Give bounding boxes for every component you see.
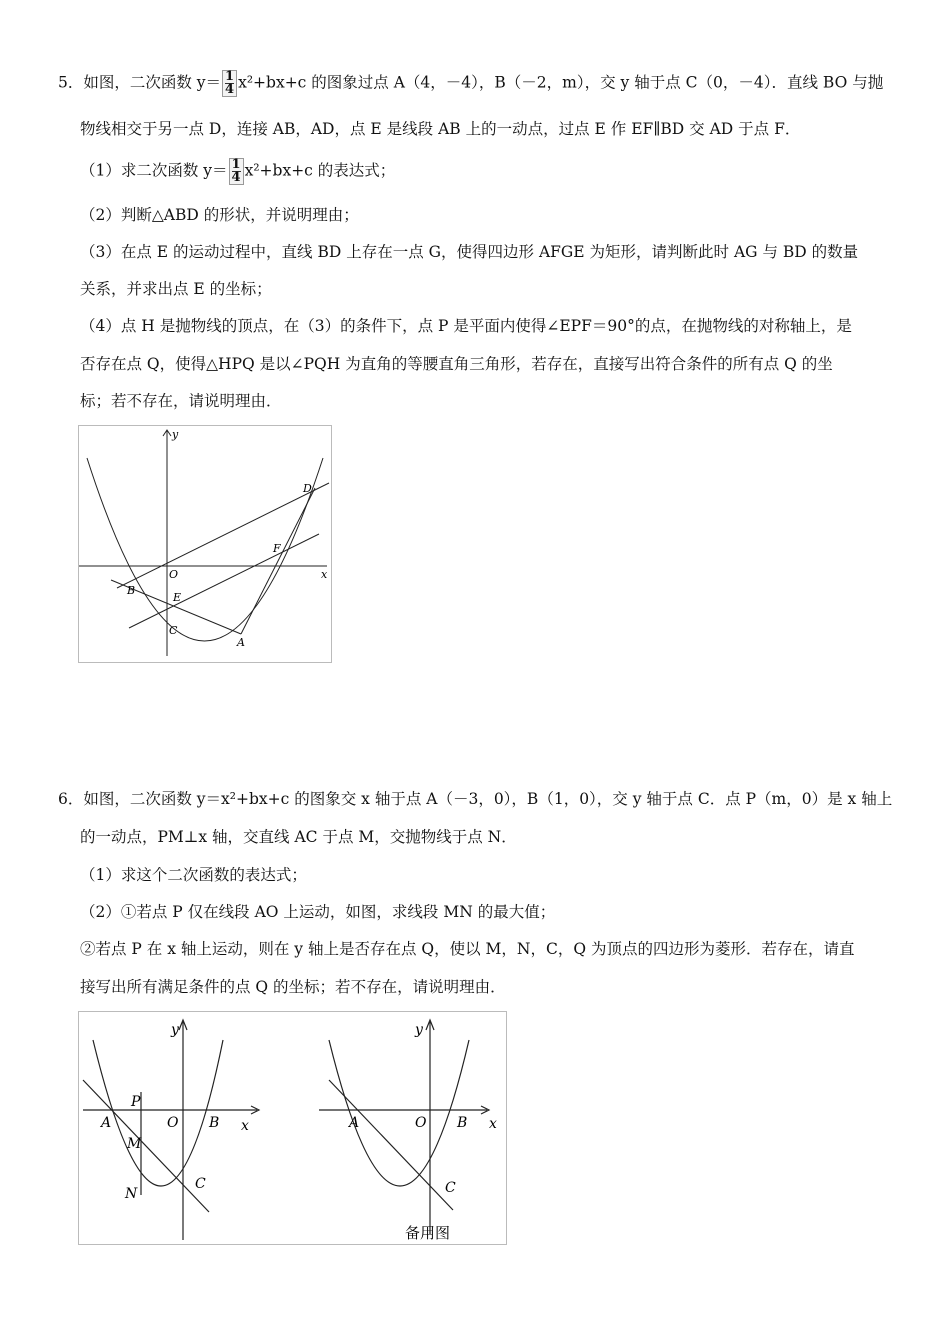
q5-figure bbox=[78, 425, 332, 663]
fig2-label-x: x bbox=[489, 1116, 497, 1132]
fig1-line-ac bbox=[83, 1080, 209, 1212]
fig2-line-ac bbox=[329, 1080, 453, 1210]
q6-line1: 6．如图，二次函数 y＝x²+bx+c 的图象交 x 轴于点 A（－3，0），B（1，0），交 y 轴于点 C．点 P（m，0）是 x 轴上 bbox=[58, 790, 893, 808]
q6-part2-c: 接写出所有满足条件的点 Q 的坐标；若不存在，请说明理由． bbox=[80, 978, 506, 996]
q5-part3-b: 关系，并求出点 E 的坐标； bbox=[80, 280, 272, 298]
label-o: O bbox=[169, 568, 179, 581]
label-y: y bbox=[172, 428, 179, 441]
fig2-label-b: B bbox=[457, 1115, 468, 1131]
q5-line1-post: x²+bx+c 的图象过点 A（4，－4），B（－2，m），交 y 轴于点 C（0，－4）．直线 BO 与抛 bbox=[238, 73, 884, 92]
fig2-label-a: A bbox=[349, 1115, 360, 1131]
label-e: E bbox=[173, 591, 182, 604]
fraction-quarter-2 bbox=[229, 158, 244, 185]
fraction-denominator: 4 bbox=[231, 170, 241, 185]
q5-part3-a: （3）在点 E 的运动过程中，直线 BD 上存在一点 G，使得四边形 AFGE 为矩形，请判断此时 AG 与 BD 的数量 bbox=[80, 243, 859, 261]
q5-part1-pre: （1）求二次函数 y＝ bbox=[80, 161, 228, 180]
fig1-parabola bbox=[93, 1040, 223, 1186]
q6-part2-a: （2）①若点 P 仅在线段 AO 上运动，如图，求线段 MN 的最大值； bbox=[80, 903, 556, 921]
fig1-label-b: B bbox=[209, 1115, 220, 1131]
fig1-label-o: O bbox=[167, 1115, 179, 1131]
q5-part1-post: x²+bx+c 的表达式； bbox=[244, 161, 396, 180]
q5-part4-c: 标；若不存在，请说明理由． bbox=[80, 392, 282, 410]
fig1-label-c: C bbox=[195, 1176, 206, 1192]
q5-part4-b: 否存在点 Q，使得△HPQ 是以∠PQH 为直角的等腰直角三角形，若存在，直接写出符合条件的所有点 Q 的坐 bbox=[80, 355, 833, 373]
fig2-caption: 备用图 bbox=[405, 1224, 451, 1242]
q6-part1: （1）求这个二次函数的表达式； bbox=[80, 866, 307, 884]
q5-part2: （2）判断△ABD 的形状，并说明理由； bbox=[80, 206, 359, 224]
label-b: B bbox=[127, 584, 136, 597]
fig1-label-n: N bbox=[125, 1186, 138, 1202]
fig2-label-o: O bbox=[415, 1115, 427, 1131]
fig1-label-y: y bbox=[171, 1022, 179, 1038]
fraction-denominator: 4 bbox=[225, 82, 235, 97]
line-ef bbox=[129, 534, 319, 628]
fraction-numerator: 1 bbox=[231, 157, 241, 172]
q6-figures-svg bbox=[79, 1012, 506, 1244]
q5-part4-a: （4）点 H 是抛物线的顶点，在（3）的条件下，点 P 是平面内使得∠EPF＝90°的点，在抛物线的对称轴上，是 bbox=[80, 317, 852, 335]
fig1-label-m: M bbox=[127, 1136, 142, 1152]
label-x: x bbox=[321, 568, 328, 581]
fraction-numerator: 1 bbox=[225, 69, 235, 84]
q5-line1-pre: 5．如图，二次函数 y＝ bbox=[58, 73, 222, 92]
label-d: D bbox=[303, 482, 312, 495]
fig1-label-p: P bbox=[131, 1094, 141, 1110]
label-c: C bbox=[169, 624, 178, 637]
fig2-label-y: y bbox=[415, 1022, 423, 1038]
fig1-label-a: A bbox=[101, 1115, 112, 1131]
fraction-quarter bbox=[222, 70, 237, 97]
label-f: F bbox=[273, 542, 281, 555]
label-a: A bbox=[237, 636, 245, 649]
q5-part1 bbox=[80, 158, 395, 185]
fig1-label-x: x bbox=[241, 1118, 249, 1134]
q6-line2: 的一动点，PM⊥x 轴，交直线 AC 于点 M，交抛物线于点 N． bbox=[80, 828, 517, 846]
q5-figure-svg bbox=[79, 426, 331, 662]
q5-line2: 物线相交于另一点 D，连接 AB，AD，点 E 是线段 AB 上的一动点，过点 E 作 EF∥BD 交 AD 于点 F． bbox=[80, 120, 801, 138]
fig2-label-c: C bbox=[445, 1180, 456, 1196]
q6-figures bbox=[78, 1011, 507, 1245]
line-bd bbox=[117, 483, 329, 588]
q6-part2-b: ②若点 P 在 x 轴上运动，则在 y 轴上是否存在点 Q，使以 M，N，C，Q 为顶点的四边形为菱形．若存在，请直 bbox=[80, 940, 855, 958]
q5-line1 bbox=[58, 70, 883, 97]
fig2-parabola bbox=[329, 1040, 469, 1186]
line-ad bbox=[241, 488, 315, 634]
